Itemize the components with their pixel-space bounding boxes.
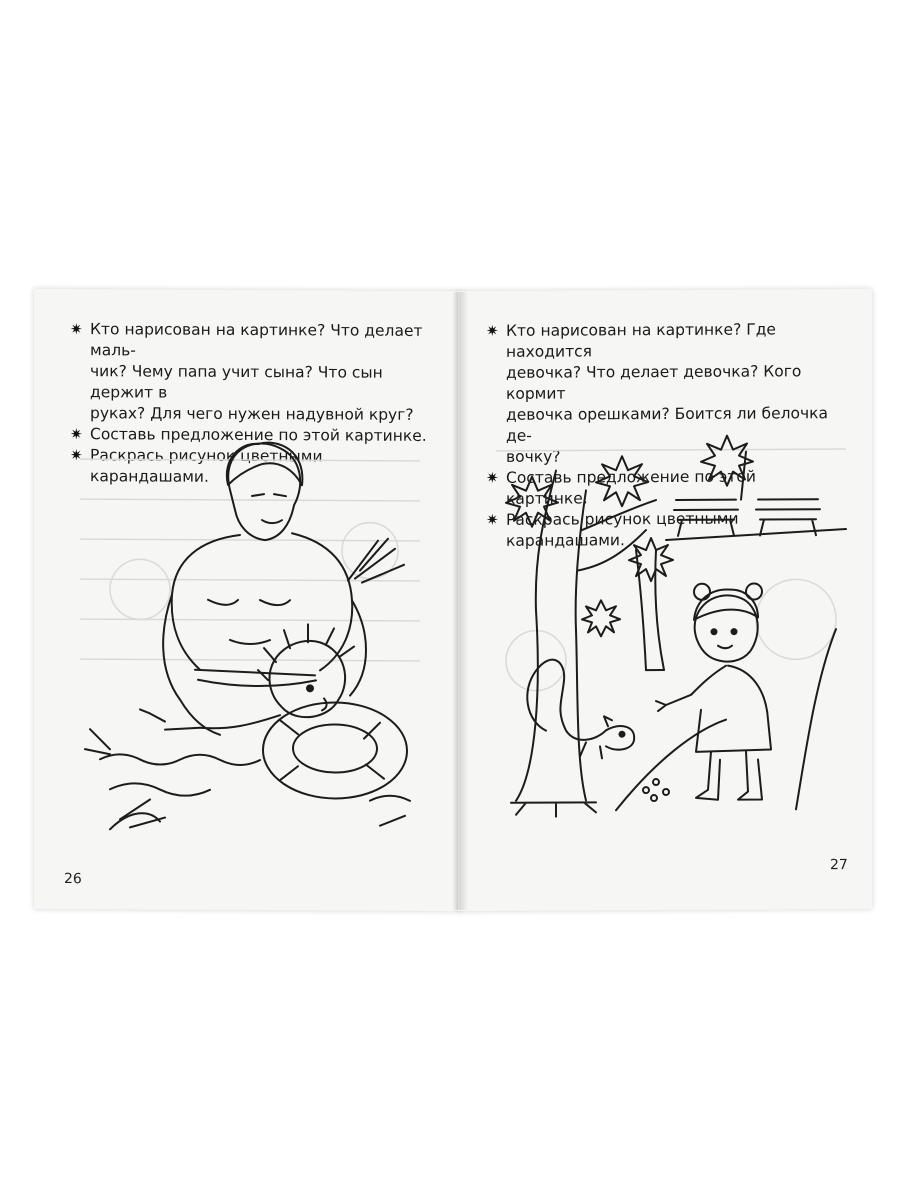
star-bullet-icon: ✷ [486,321,499,340]
park-benches [666,499,846,540]
open-book [28,290,874,920]
book-gutter [452,292,468,910]
task-line: ✷ Составь предложение по этой картинке. [486,467,756,508]
water-splashes [85,729,410,831]
park-illustration [496,429,846,831]
question-line: руках? Для чего нужен надувной круг? [90,404,414,424]
left-page [34,289,462,911]
star-bullet-icon: ✷ [70,320,83,339]
nuts-and-path [616,629,836,810]
question-line: девочка орешками? Боится ли белочка де- [506,404,829,445]
star-bullet-icon: ✷ [70,446,83,465]
question-line: вочку? [506,447,561,466]
squirrel [527,659,634,758]
question-line: чик? Чему папа учит сына? Что сын держит в [90,362,383,402]
girl-figure [656,583,771,800]
star-bullet-icon: ✷ [486,468,499,487]
star-bullet-icon: ✷ [70,425,83,444]
swim-ring [263,702,407,799]
page-number: 26 [64,871,82,888]
boy-figure [140,623,354,730]
task-line: ✷ Раскрась рисунок цветными карандашами. [486,509,739,550]
question-line: девочка? Что делает девочка? Кого кормит [506,362,802,403]
question-line: ✷ Кто нарисован на картинке? Что делает маль- [70,320,423,360]
task-line: ✷ Составь предложение по этой картинке. [70,425,427,445]
task-line: ✷ Раскрась рисунок цветными карандашами. [70,446,323,486]
swimming-illustration [80,429,420,841]
star-bullet-icon: ✷ [486,510,499,529]
question-line: ✷ Кто нарисован на картинке? Где находится [486,320,776,361]
page-number: 27 [830,857,848,874]
right-page [458,289,872,911]
father-figure [163,442,404,736]
